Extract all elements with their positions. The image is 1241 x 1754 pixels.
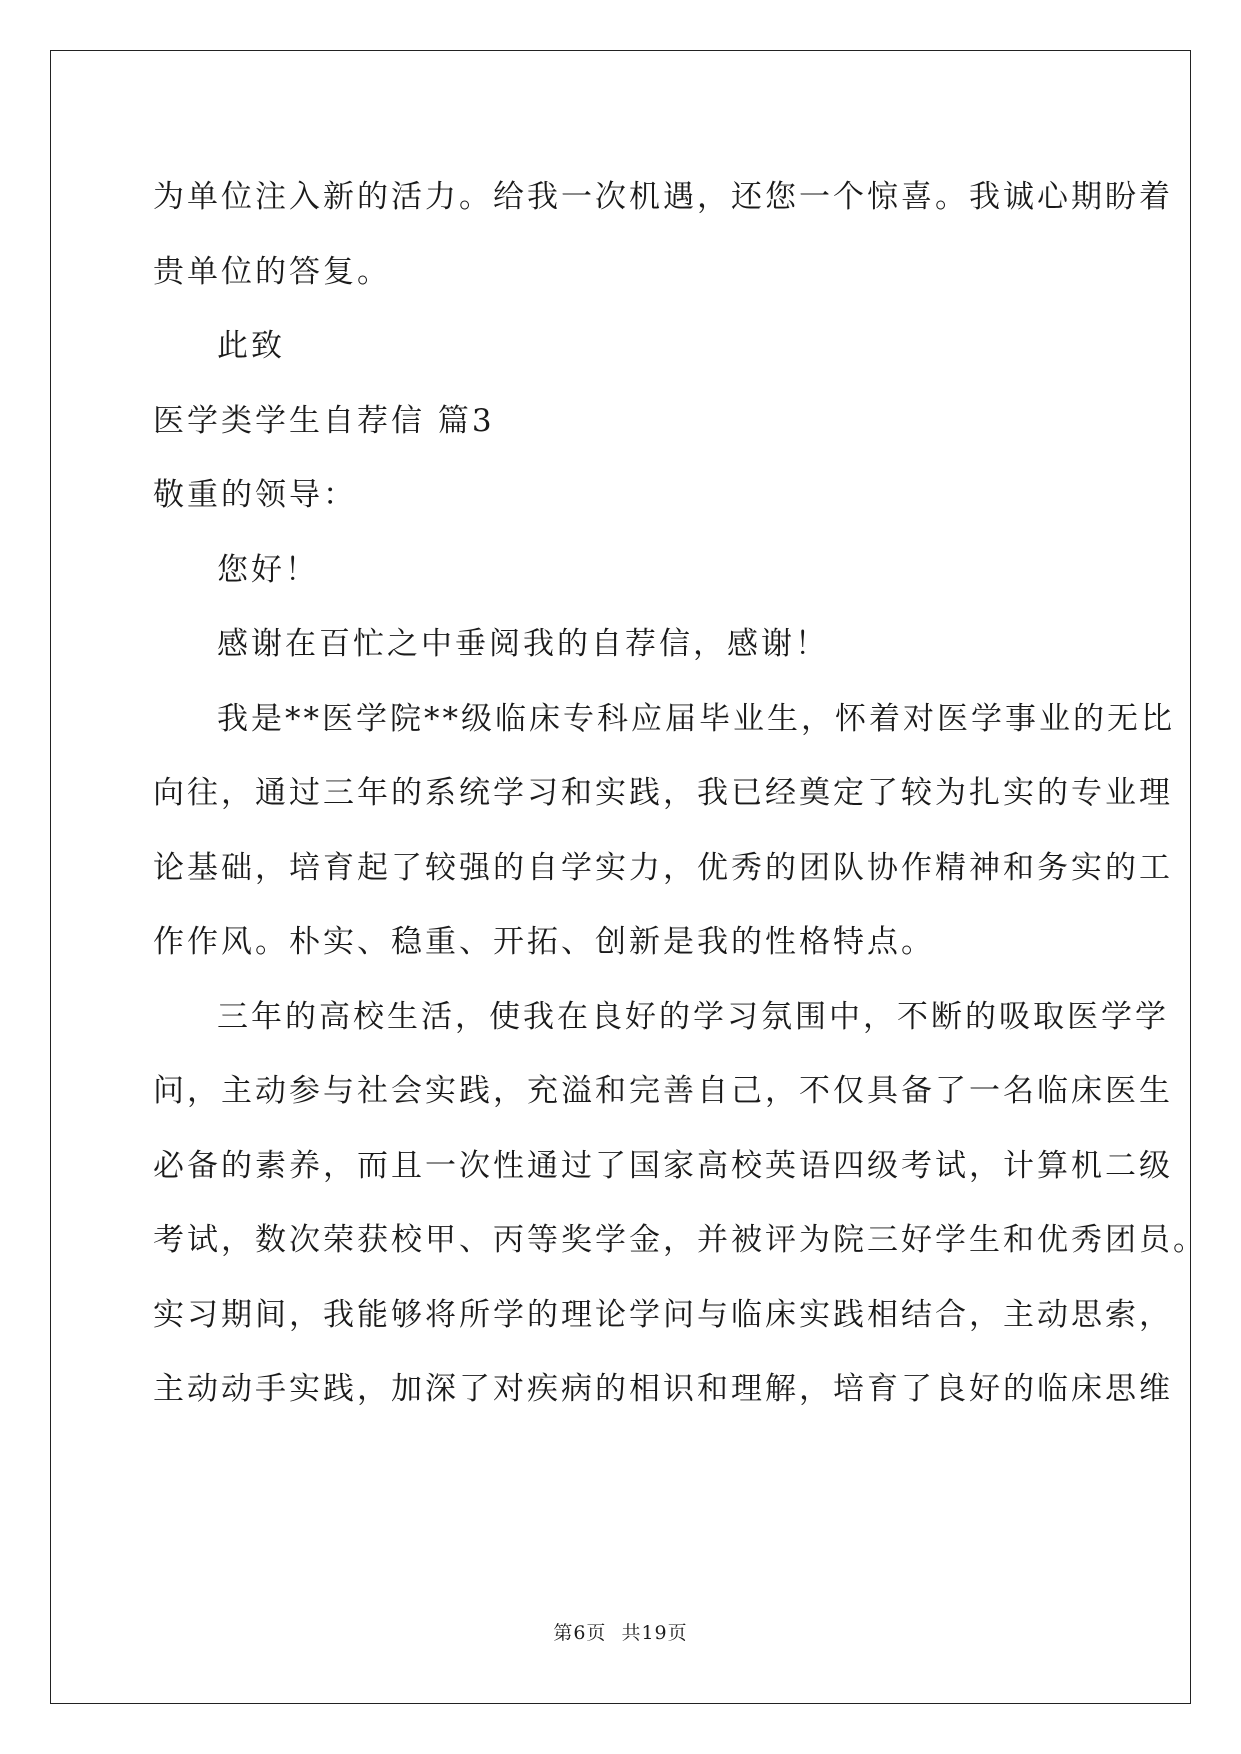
greeting-recipient: 敬重的领导：	[153, 477, 357, 513]
text-line: 实习期间，我能够将所学的理论学问与临床实践相结合，主动思索，	[153, 1296, 1173, 1333]
closing-salutation: 此致	[217, 328, 285, 364]
text-line: 向往，通过三年的系统学习和实践，我已经奠定了较为扎实的专业理	[153, 775, 1173, 811]
current-page-number: 第6页	[553, 1622, 607, 1644]
total-page-count: 共19页	[621, 1622, 688, 1644]
text-line: 考试，数次荣获校甲、丙等奖学金，并被评为院三好学生和优秀团员。	[153, 1222, 1207, 1258]
page-footer	[0, 1618, 1241, 1645]
text-line: 必备的素养，而且一次性通过了国家高校英语四级考试，计算机二级	[153, 1147, 1173, 1184]
greeting: 您好！	[217, 551, 319, 588]
text-line: 为单位注入新的活力。给我一次机遇，还您一个惊喜。我诚心期盼着	[153, 179, 1173, 215]
text-line: 感谢在百忙之中垂阅我的自荐信，感谢！	[217, 626, 829, 662]
text-line: 三年的高校生活，使我在良好的学习氛围中，不断的吸取医学学	[217, 998, 1169, 1035]
text-line: 贵单位的答复。	[153, 253, 391, 290]
text-line: 主动动手实践，加深了对疾病的相识和理解，培育了良好的临床思维	[153, 1371, 1173, 1407]
text-line: 我是**医学院**级临床专科应届毕业生，怀着对医学事业的无比	[217, 700, 1175, 737]
text-line: 作作风。朴实、稳重、开拓、创新是我的性格特点。	[153, 924, 935, 960]
text-line: 问，主动参与社会实践，充溢和完善自己，不仅具备了一名临床医生	[153, 1073, 1173, 1109]
section-title: 医学类学生自荐信 篇3	[153, 402, 495, 439]
document-body	[153, 160, 1207, 1427]
text-line: 论基础，培育起了较强的自学实力，优秀的团队协作精神和务实的工	[153, 849, 1173, 886]
